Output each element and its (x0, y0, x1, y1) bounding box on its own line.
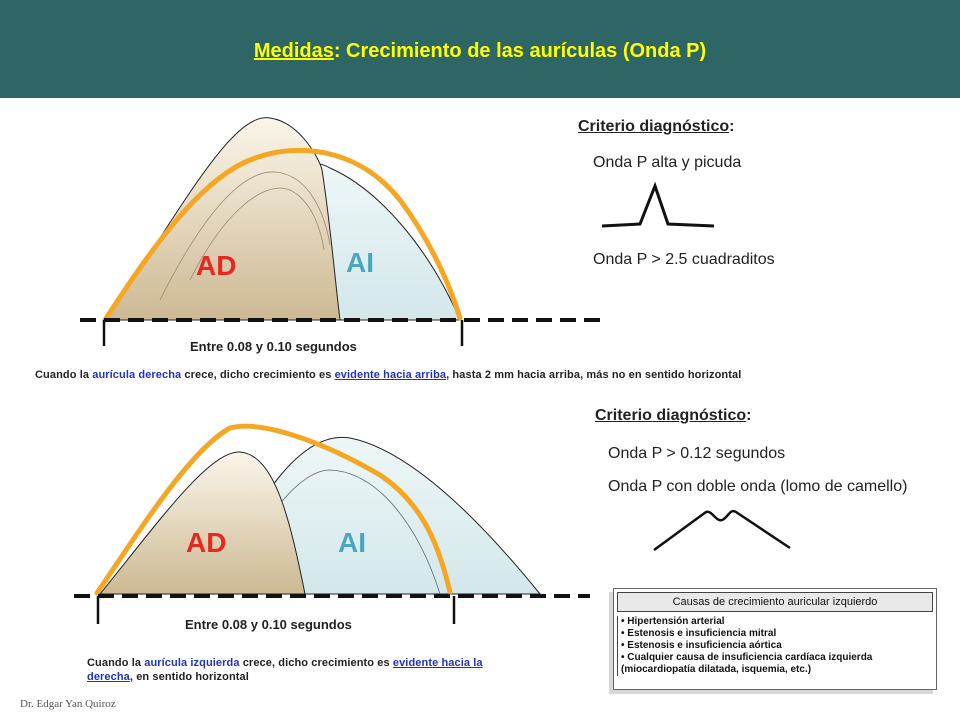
bottom-criterion-colon: : (746, 407, 752, 424)
top-p-wave-diagram (80, 118, 600, 346)
bottom-criterion-title (595, 407, 751, 425)
top-criterion-title (578, 118, 734, 136)
top-label-ad: AD (196, 250, 237, 281)
bottom-criterion-item-1: Onda P > 0.12 segundos (608, 445, 786, 462)
top-criterion-item-2: Onda P > 2.5 cuadraditos (593, 251, 775, 268)
causes-table-heading: Causas de crecimiento auricular izquierdo (617, 592, 933, 612)
bottom-p-wave-diagram (74, 426, 590, 624)
bottom-label-ad: AD (186, 527, 227, 558)
bottom-note (87, 656, 483, 684)
bottom-note-right-link-2[interactable]: derecha (87, 671, 130, 683)
causes-item: • Cualquier causa de insuficiencia cardíaca izquierda (621, 652, 873, 663)
bottom-criterion-item-2: Onda P con doble onda (lomo de camello) (608, 478, 908, 495)
title-rest: : Crecimiento de las aurículas (Onda P) (333, 40, 707, 62)
causes-item: • Estenosis e insuficiencia aórtica (621, 640, 782, 651)
top-criterion-colon: : (729, 118, 735, 135)
bottom-note-left-atrium: aurícula izquierda (144, 657, 240, 669)
top-note-right-atrium: aurícula derecha (92, 369, 182, 381)
bottom-note-part-1: Cuando la (87, 657, 145, 669)
bottom-note-part-5: , en sentido horizontal (129, 671, 249, 683)
causes-item: (miocardiopatía dilatada, isquemia, etc.) (621, 664, 812, 675)
causes-item: • Hipertensión arterial (621, 616, 725, 627)
top-note (35, 369, 741, 381)
bottom-ad-wave (100, 452, 305, 594)
top-note-part-3: crece, dicho crecimiento es (181, 369, 335, 381)
top-criterion-title-text: Criterio diagnóstico (578, 118, 730, 135)
bottom-label-ai: AI (338, 527, 366, 558)
causes-table (613, 588, 937, 690)
top-label-ai: AI (346, 247, 374, 278)
peaked-p-wave-icon (602, 186, 714, 226)
top-note-upward-link[interactable]: evidente hacia arriba (334, 369, 447, 381)
author-credit: Dr. Edgar Yan Quiroz (20, 698, 116, 710)
title-measures: Medidas (253, 40, 334, 62)
bottom-duration-label: Entre 0.08 y 0.10 segundos (185, 617, 352, 632)
bottom-criterion-title-text: Criterio diagnóstico (595, 407, 747, 424)
camel-hump-p-wave-icon (654, 511, 790, 550)
top-note-part-5: , hasta 2 mm hacia arriba, más no en sentido horizontal (446, 369, 742, 381)
bottom-note-right-link[interactable]: evidente hacia la (392, 657, 483, 669)
bottom-note-part-3: crece, dicho crecimiento es (239, 657, 393, 669)
top-duration-label: Entre 0.08 y 0.10 segundos (190, 339, 357, 354)
top-note-part-1: Cuando la (35, 369, 93, 381)
causes-table-body (617, 616, 933, 676)
causes-item: • Estenosis e insuficiencia mitral (621, 628, 777, 639)
top-criterion-item-1: Onda P alta y picuda (593, 154, 742, 171)
